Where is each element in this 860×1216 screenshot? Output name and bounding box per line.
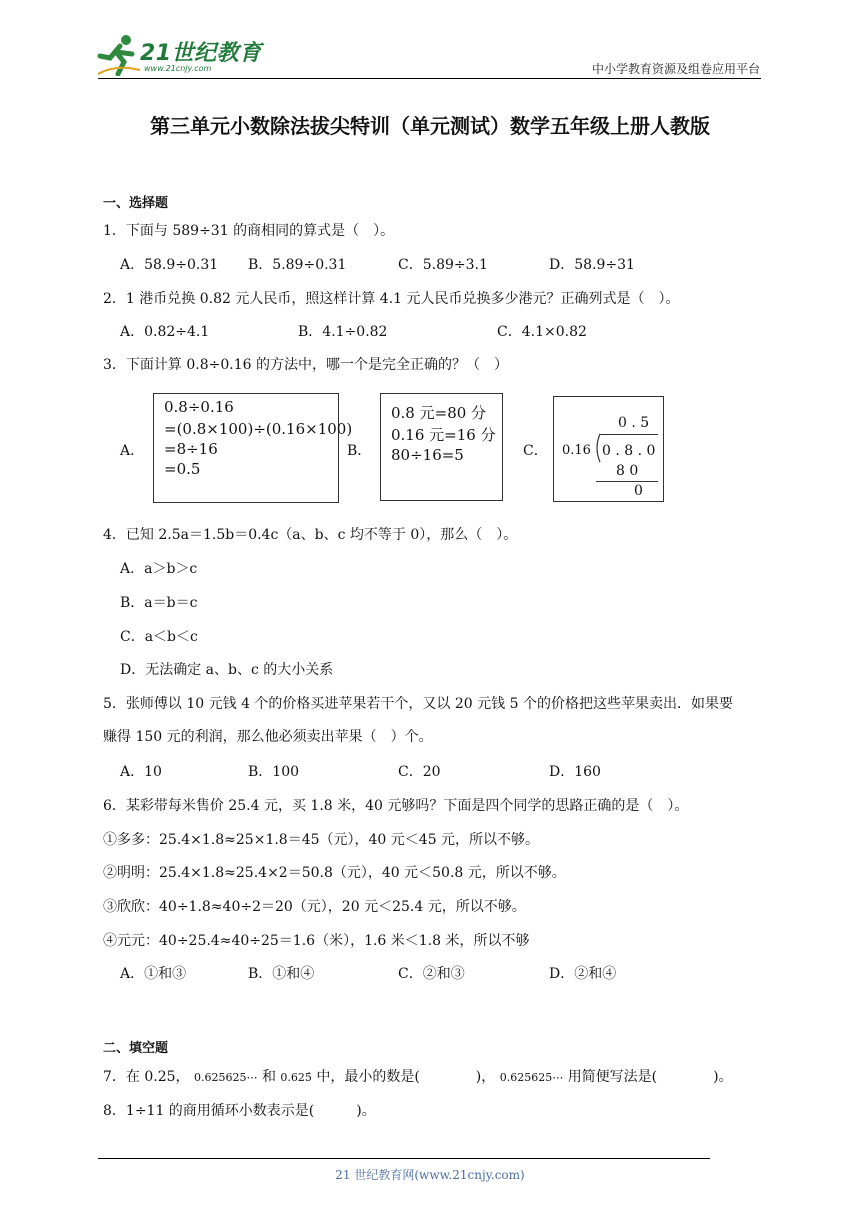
q1-option-c: C．5.89÷3.1 xyxy=(398,257,488,273)
q3-a-line-1: 0.8÷0.16 xyxy=(164,398,234,416)
page-title: 第三单元小数除法拔尖特训（单元测试）数学五年级上册人教版 xyxy=(150,114,710,138)
question-4: 4．已知 2.5a＝1.5b＝0.4c（a、b、c 均不等于 0），那么（ ）。 xyxy=(103,527,518,543)
q1-option-a: A．58.9÷0.31 xyxy=(120,257,219,273)
logo-subtext: www.21cnjy.com xyxy=(144,64,212,73)
q1-option-b: B．5.89÷0.31 xyxy=(248,257,347,273)
q3-c-subtract-bar xyxy=(596,481,658,482)
question-2: 2．1 港币兑换 0.82 元人民币，照这样计算 4.1 元人民币兑换多少港元？正确列式是（ ）。 xyxy=(103,291,680,307)
q6-reasoning-3: ③欣欣：40÷1.8≈40÷2＝20（元），20 元＜25.4 元，所以不够。 xyxy=(103,899,526,915)
q3-a-line-4: =0.5 xyxy=(164,460,201,478)
q3-c-remainder: 0 xyxy=(634,483,643,499)
q5-option-d: D．160 xyxy=(549,764,601,780)
runner-icon xyxy=(96,34,140,76)
q3-a-line-3: =8÷16 xyxy=(164,440,218,458)
question-7 xyxy=(103,1066,733,1086)
q7-text-1: 7．在 0.25， xyxy=(103,1069,190,1085)
q3-label-c: C． xyxy=(523,443,548,459)
question-8: 8．1÷11 的商用循环小数表示是( )。 xyxy=(103,1103,376,1119)
q6-reasoning-4: ④元元：40÷25.4≈40÷25＝1.6（米），1.6 米＜1.8 米，所以不够 xyxy=(103,933,530,949)
q3-c-dividend: 0 . 8 . 0 xyxy=(602,443,656,459)
q5-option-b: B．100 xyxy=(248,764,300,780)
footer-text: 21 世纪教育网(www.21cnjy.com) xyxy=(335,1168,525,1182)
header-platform-text: 中小学教育资源及组卷应用平台 xyxy=(591,62,760,76)
question-5-line-2: 赚得 150 元的利润，那么他必须卖出苹果（ ）个。 xyxy=(103,729,433,745)
q6-option-a: A．①和③ xyxy=(120,966,187,982)
q6-reasoning-2: ②明明：25.4×1.8≈25.4×2＝50.8（元），40 元＜50.8 元，所以不够。 xyxy=(103,865,566,881)
q3-c-product: 8 0 xyxy=(616,463,639,479)
q7-number-1: 0.625625⋯ xyxy=(193,1071,258,1084)
q3-a-line-2: =(0.8×100)÷(0.16×100) xyxy=(164,420,353,438)
question-1: 1．下面与 589÷31 的商相同的算式是（ ）。 xyxy=(103,223,395,239)
q3-b-line-3: 80÷16=5 xyxy=(391,446,464,464)
q1-option-d: D．58.9÷31 xyxy=(549,257,635,273)
q5-option-c: C．20 xyxy=(398,764,441,780)
q3-c-division-bar xyxy=(600,434,658,435)
q3-b-line-1: 0.8 元=80 分 xyxy=(391,404,487,422)
q4-option-d: D．无法确定 a、b、c 的大小关系 xyxy=(120,662,334,678)
q3-box-c-division xyxy=(553,396,664,502)
question-5-line-1: 5．张师傅以 10 元钱 4 个的价格买进苹果若干个，又以 20 元钱 5 个的价格把这些苹果卖出．如果要 xyxy=(103,696,733,712)
header-divider xyxy=(98,78,761,79)
question-6: 6．某彩带每米售价 25.4 元，买 1.8 米，40 元够吗？下面是四个同学的思路正确的是（ ）。 xyxy=(103,798,689,814)
section-heading-choice: 一、选择题 xyxy=(103,196,169,211)
q3-label-a: A． xyxy=(120,443,145,459)
section-heading-fill: 二、填空题 xyxy=(103,1041,169,1056)
q6-reasoning-1: ①多多：25.4×1.8≈25×1.8＝45（元），40 元＜45 元，所以不够。 xyxy=(103,832,540,848)
q6-option-c: C．②和③ xyxy=(398,966,465,982)
q5-option-a: A．10 xyxy=(120,764,162,780)
q7-number-2: 0.625̇ xyxy=(280,1071,312,1084)
q3-box-a xyxy=(153,393,353,503)
q4-option-c: C．a＜b＜c xyxy=(120,629,198,645)
q2-option-b: B．4.1÷0.82 xyxy=(298,324,388,340)
q4-option-b: B．a＝b＝c xyxy=(120,595,198,611)
q3-c-quotient: 0 . 5 xyxy=(618,415,650,431)
q3-box-b xyxy=(380,393,503,501)
q3-label-b: B． xyxy=(347,443,372,459)
q3-b-line-2: 0.16 元=16 分 xyxy=(391,426,496,444)
q6-option-b: B．①和④ xyxy=(248,966,315,982)
q7-text-4: 用简便写法是( )。 xyxy=(567,1069,733,1085)
q6-option-d: D．②和④ xyxy=(549,966,617,982)
q2-option-c: C．4.1×0.82 xyxy=(497,324,587,340)
site-logo xyxy=(96,34,262,80)
q2-option-a: A．0.82÷4.1 xyxy=(120,324,210,340)
footer-divider xyxy=(98,1158,710,1159)
q7-text-2: 和 xyxy=(261,1069,276,1085)
question-3: 3．下面计算 0.8÷0.16 的方法中，哪一个是完全正确的？（ ） xyxy=(103,357,508,373)
q3-c-divisor: 0.16 xyxy=(562,443,591,458)
q4-option-a: A．a＞b＞c xyxy=(120,561,198,577)
q7-text-3: 中，最小的数是( )， xyxy=(316,1069,496,1085)
q7-number-3: 0.625625⋯ xyxy=(499,1071,564,1084)
logo-text: 21世纪教育 xyxy=(140,41,262,66)
